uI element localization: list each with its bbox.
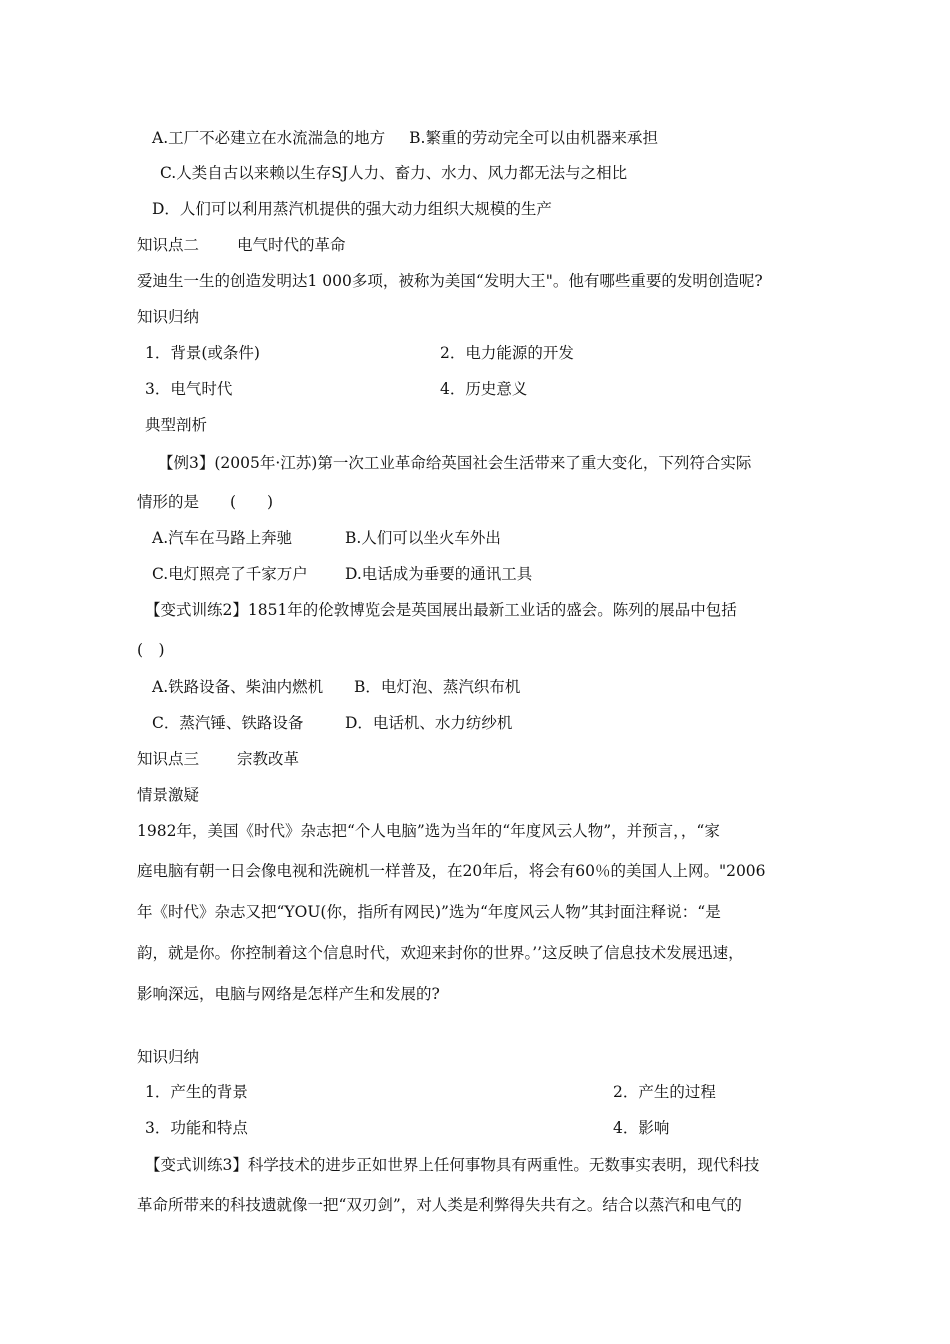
section-title: 宗教改革: [237, 750, 300, 768]
option-text: A.工厂不必建立在水流湍急的地方: [152, 129, 386, 147]
scenario-paragraph-line-4: 韵，就是你。你控制着这个信息时代，欢迎来封你的世界。’’这反映了信息技术发展迅速，: [137, 944, 744, 962]
summary2-item-3: 3．功能和特点: [145, 1119, 248, 1137]
exercise-3-question-continued: 革命所带来的科技遗就像一把“双刃剑”，对人类是利弊得失共有之。结合以蒸汽和电气的: [137, 1196, 742, 1214]
option-a-railway: A.铁路设备、柴油内燃机: [152, 678, 324, 696]
option-c-steam-hammer: C．蒸汽锤、铁路设备: [152, 714, 304, 732]
scenario-paragraph-line-2: 庭电脑有朝一日会像电视和洗碗机一样普及，在20年后，将会有60％的美国人上网。"2006: [137, 862, 766, 880]
section-title: 电气时代的革命: [237, 236, 346, 254]
example-3-question: 【例3】(2005年·江苏)第一次工业革命给英国社会生活带来了重大变化，下列符合实际: [158, 454, 752, 472]
scenario-paragraph-line-3: 年《时代》杂志又把“YOU(你，指所有网民)”选为“年度风云人物”其封面注释说：“是: [137, 903, 721, 921]
option-a-car: A.汽车在马路上奔驰: [152, 529, 293, 547]
section-heading-knowledge-point-3: [137, 749, 299, 769]
option-c-lamp: C.电灯照亮了千家万户: [152, 565, 308, 583]
summary-item-3: 3．电气时代: [145, 380, 233, 398]
subheading-summary-2: 知识归纳: [137, 1048, 200, 1066]
exercise-2-question: 【变式训练2】1851年的伦敦博览会是英国展出最新工业话的盛会。陈列的展品中包括: [145, 601, 737, 619]
section-label: 知识点二: [137, 236, 200, 254]
option-d-telephone: D.电话成为垂要的通讯工具: [345, 565, 533, 583]
option-c-line: C.人类自古以来赖以生存SJ人力、畜力、水力、风力都无法与之相比: [160, 164, 628, 182]
option-a-factory: [152, 128, 658, 148]
option-b-train: B.人们可以坐火车外出: [345, 529, 501, 547]
exercise-3-question: 【变式训练3】科学技术的进步正如世界上任何事物具有两重性。无数事实表明，现代科技: [145, 1156, 760, 1174]
scenario-paragraph-line-1: 1982年，美国《时代》杂志把“个人电脑”选为当年的“年度风云人物”，并预言，，“家: [137, 822, 720, 840]
exercise-2-answer-blank: ( ): [137, 641, 165, 659]
scenario-paragraph-line-5: 影响深远，电脑与网络是怎样产生和发展的?: [137, 985, 440, 1003]
example-3-question-continued: 情形的是 ( ): [137, 493, 274, 511]
summary-item-1: 1．背景(或条件): [145, 344, 260, 362]
intro-paragraph-edison: 爱迪生一生的创造发明达1 000多项，被称为美国“发明大王"。他有哪些重要的发明创造呢?: [137, 272, 763, 290]
summary2-item-2: 2．产生的过程: [613, 1083, 716, 1101]
summary-item-4: 4．历史意义: [440, 380, 528, 398]
summary2-item-4: 4．影响: [613, 1119, 670, 1137]
subheading-scenario: 情景激疑: [137, 786, 200, 804]
option-text: B.繁重的劳动完全可以由机器来承担: [409, 129, 658, 147]
section-label: 知识点三: [137, 750, 200, 768]
option-d-line: D．人们可以利用蒸汽机提供的强大动力组织大规模的生产: [152, 200, 552, 218]
option-d-telephone-set: D．电话机、水力纺纱机: [345, 714, 513, 732]
option-b-lightbulb: B．电灯泡、蒸汽织布机: [354, 678, 521, 696]
subheading-summary: 知识归纳: [137, 308, 200, 326]
subheading-typical-analysis: 典型剖析: [145, 416, 208, 434]
summary-item-2: 2．电力能源的开发: [440, 344, 574, 362]
summary2-item-1: 1．产生的背景: [145, 1083, 248, 1101]
section-heading-knowledge-point-2: [137, 235, 346, 255]
